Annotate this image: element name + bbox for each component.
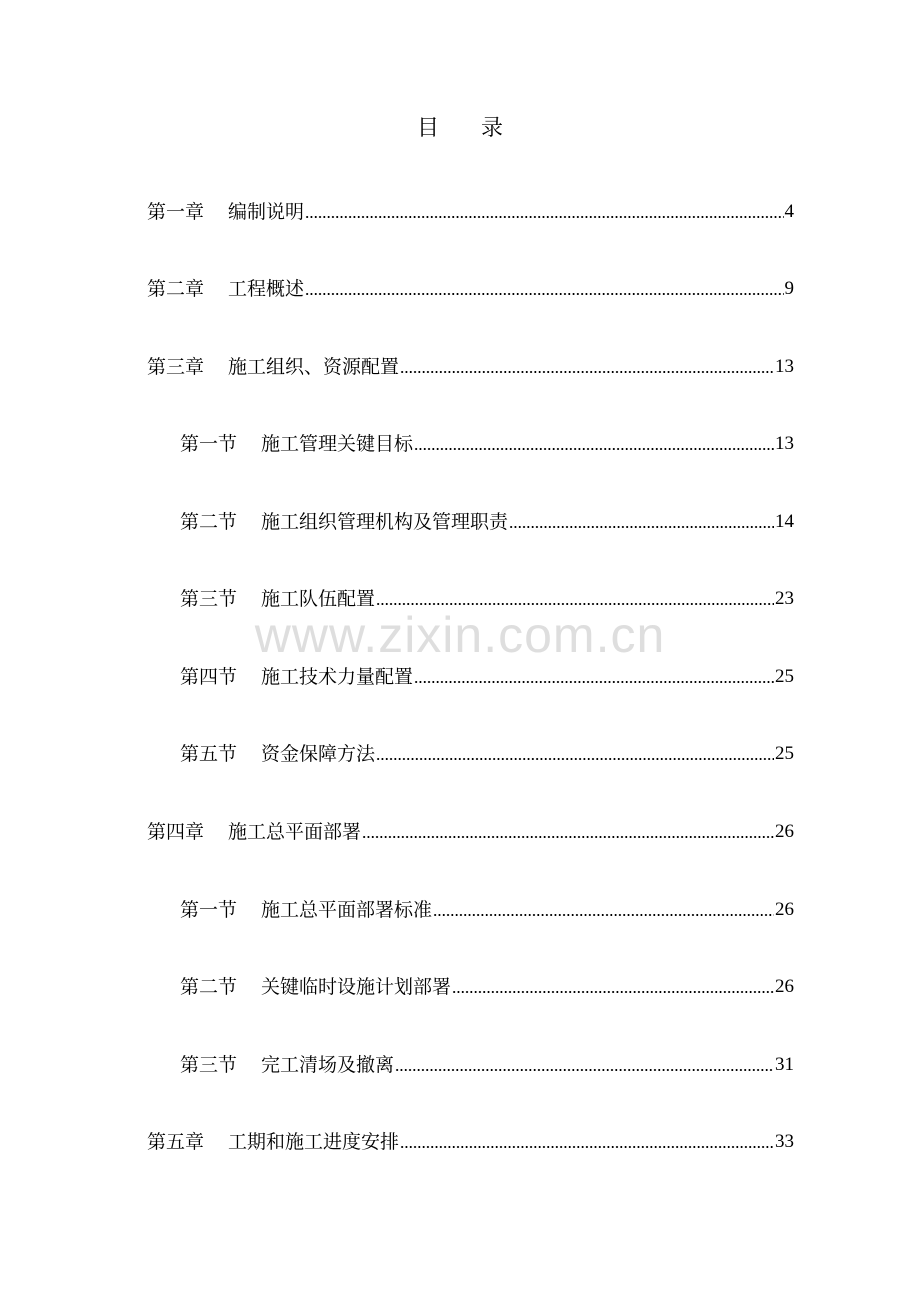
toc-dot-leader	[362, 834, 774, 840]
toc-entry-number: 第二章	[147, 278, 205, 300]
toc-entry-page-number: 26	[775, 821, 794, 842]
toc-dot-leader	[414, 679, 774, 685]
toc-entry-number: 第二节	[180, 976, 238, 998]
toc-entry-chapter[interactable]	[147, 198, 794, 226]
toc-entry-number: 第五节	[180, 743, 238, 765]
toc-entry-heading: 施工总平面部署标准	[261, 899, 433, 921]
toc-entry-heading: 编制说明	[228, 201, 305, 223]
toc-entry-section[interactable]	[180, 585, 794, 613]
toc-dot-leader	[433, 912, 774, 918]
watermark: www.zixin.com.cn	[254, 607, 666, 663]
toc-dot-leader	[452, 989, 774, 995]
toc-entry-number: 第一节	[180, 433, 238, 455]
toc-entry-number: 第二节	[180, 511, 238, 533]
toc-entry-chapter[interactable]	[147, 353, 794, 381]
toc-entry-section[interactable]	[180, 663, 794, 691]
toc-entry-chapter[interactable]	[147, 275, 794, 303]
toc-dot-leader	[414, 446, 774, 452]
toc-entry-section[interactable]	[180, 973, 794, 1001]
toc-entry-section[interactable]	[180, 740, 794, 768]
toc-dot-leader	[305, 291, 783, 297]
toc-entry-page-number: 4	[784, 201, 794, 222]
toc-dot-leader	[395, 1067, 774, 1073]
toc-entry-section[interactable]	[180, 508, 794, 536]
toc-entry-section[interactable]	[180, 1051, 794, 1079]
toc-entry-heading: 施工技术力量配置	[261, 666, 414, 688]
toc-entry-section[interactable]	[180, 896, 794, 924]
toc-entry-heading: 工期和施工进度安排	[228, 1131, 400, 1153]
toc-entry-page-number: 13	[775, 356, 794, 377]
toc-entry-number: 第三章	[147, 356, 205, 378]
toc-entry-chapter[interactable]	[147, 818, 794, 846]
toc-entry-page-number: 23	[775, 588, 794, 609]
toc-entry-page-number: 26	[775, 899, 794, 920]
toc-entry-heading: 施工管理关键目标	[261, 433, 414, 455]
toc-entry-number: 第四节	[180, 666, 238, 688]
toc-entry-number: 第四章	[147, 821, 205, 843]
toc-entry-number: 第一节	[180, 899, 238, 921]
toc-entry-page-number: 25	[775, 666, 794, 687]
toc-entry-heading: 资金保障方法	[261, 743, 376, 765]
toc-entry-heading: 工程概述	[228, 278, 305, 300]
toc-entry-number: 第三节	[180, 1054, 238, 1076]
toc-entry-page-number: 14	[775, 511, 794, 532]
toc-entry-section[interactable]	[180, 430, 794, 458]
toc-entry-heading: 施工队伍配置	[261, 588, 376, 610]
toc-title-char-1: 目	[416, 116, 439, 141]
toc-dot-leader	[400, 369, 774, 375]
toc-entry-page-number: 25	[775, 743, 794, 764]
toc-dot-leader	[400, 1144, 774, 1150]
toc-entry-number: 第五章	[147, 1131, 205, 1153]
toc-dot-leader	[305, 214, 783, 220]
toc-entry-page-number: 26	[775, 976, 794, 997]
toc-entry-number: 第一章	[147, 201, 205, 223]
toc-entry-chapter[interactable]	[147, 1128, 794, 1156]
toc-entry-heading: 施工组织管理机构及管理职责	[261, 511, 509, 533]
toc-entry-number: 第三节	[180, 588, 238, 610]
toc-entry-page-number: 9	[784, 278, 794, 299]
toc-dot-leader	[376, 601, 774, 607]
toc-dot-leader	[509, 524, 774, 530]
toc-entry-page-number: 31	[775, 1054, 794, 1075]
toc-entry-heading: 关键临时设施计划部署	[261, 976, 452, 998]
toc-entry-heading: 施工总平面部署	[228, 821, 362, 843]
toc-title-char-2: 录	[481, 116, 504, 141]
toc-entry-heading: 完工清场及撤离	[261, 1054, 395, 1076]
toc-entry-page-number: 13	[775, 433, 794, 454]
toc-entry-heading: 施工组织、资源配置	[228, 356, 400, 378]
toc-dot-leader	[376, 756, 774, 762]
toc-entry-page-number: 33	[775, 1131, 794, 1152]
